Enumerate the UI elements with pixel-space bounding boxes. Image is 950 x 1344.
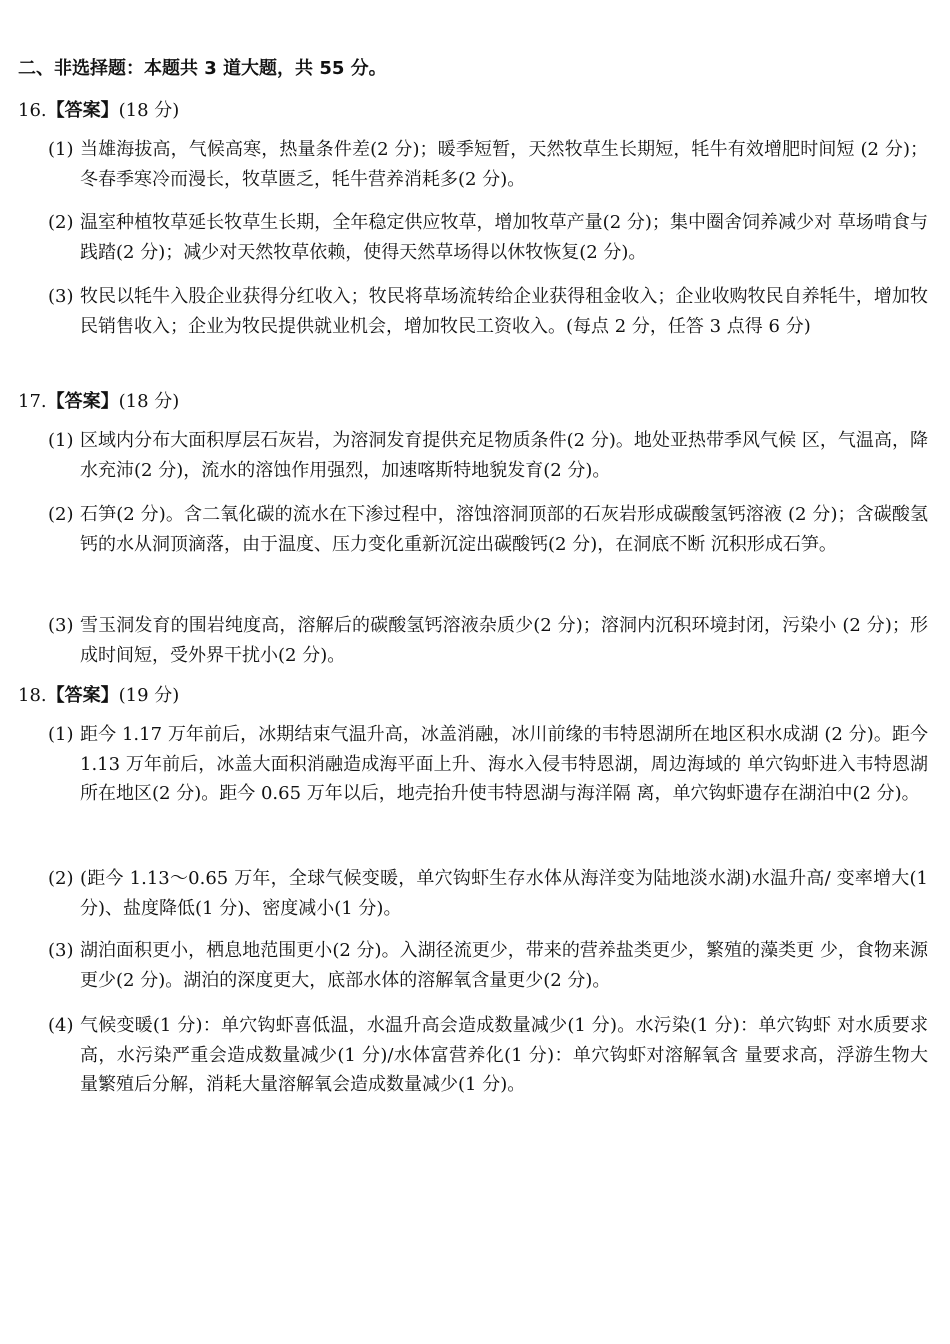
- question-16-header: [18, 99, 179, 123]
- question-score: (18 分): [118, 100, 180, 121]
- question-number: 18.: [18, 685, 47, 706]
- item-number: (2): [48, 868, 74, 889]
- answer-tag: 【答案】: [46, 391, 119, 412]
- item-number: (3): [48, 940, 74, 961]
- answer-item: [48, 864, 928, 923]
- answer-tag: 【答案】: [46, 685, 119, 706]
- item-text: (距今 1.13～0.65 万年，全球气候变暖，单穴钩虾生存水体从海洋变为陆地淡水湖)水温升高/ 变率增大(1 分)、盐度降低(1 分)、密度减小(1 分)。: [80, 868, 928, 919]
- answer-item: [48, 208, 928, 267]
- answer-item: [48, 720, 928, 809]
- item-number: (3): [48, 615, 74, 636]
- question-18-header: [18, 684, 179, 708]
- answer-item: [48, 135, 928, 194]
- item-text: 石笋(2 分)。含二氧化碳的流水在下渗过程中，溶蚀溶洞顶部的石灰岩形成碳酸氢钙溶液 (2 分)；含碳酸氢钙的水从洞顶滴落，由于温度、压力变化重新沉淀出碳酸钙(2 分)，在洞底不断 沉积形成石笋。: [80, 504, 928, 555]
- question-score: (18 分): [118, 391, 180, 412]
- item-text: 气候变暖(1 分)：单穴钩虾喜低温，水温升高会造成数量减少(1 分)。水污染(1 分)：单穴钩虾 对水质要求高，水污染严重会造成数量减少(1 分)/水体富营养化(1 分)：单穴钩虾对溶解氧含 量要求高，浮游生物大量繁殖后分解，消耗大量溶解氧会造成数量减少(1 分)。: [80, 1015, 928, 1095]
- item-text: 距今 1.17 万年前后，冰期结束气温升高，冰盖消融，冰川前缘的韦特恩湖所在地区积水成湖 (2 分)。距今 1.13 万年前后，冰盖大面积消融造成海平面上升、海水入侵韦特恩湖，周边海域的 单穴钩虾进入韦特恩湖所在地区(2 分)。距今 0.65 万年以后，地壳抬升使韦特恩湖与海洋隔 离，单穴钩虾遗存在湖泊中(2 分)。: [80, 724, 928, 804]
- question-number: 17.: [18, 391, 47, 412]
- answer-item: [48, 611, 928, 670]
- item-number: (3): [48, 286, 74, 307]
- item-number: (4): [48, 1015, 74, 1036]
- answer-item: [48, 500, 928, 559]
- answer-item: [48, 936, 928, 995]
- item-number: (1): [48, 430, 74, 451]
- item-text: 温室种植牧草延长牧草生长期，全年稳定供应牧草，增加牧草产量(2 分)；集中圈舍饲养减少对 草场啃食与践踏(2 分)；减少对天然牧草依赖，使得天然草场得以休牧恢复(2 分)。: [80, 212, 928, 263]
- section-heading: 二、非选择题：本题共 3 道大题，共 55 分。: [18, 58, 387, 79]
- question-number: 16.: [18, 100, 47, 121]
- item-text: 雪玉洞发育的围岩纯度高，溶解后的碳酸氢钙溶液杂质少(2 分)；溶洞内沉积环境封闭，污染小 (2 分)；形成时间短，受外界干扰小(2 分)。: [80, 615, 928, 666]
- answer-tag: 【答案】: [46, 100, 119, 121]
- answer-item: [48, 1011, 928, 1100]
- item-text: 湖泊面积更小，栖息地范围更小(2 分)。入湖径流更少，带来的营养盐类更少，繁殖的藻类更 少，食物来源更少(2 分)。湖泊的深度更大，底部水体的溶解氧含量更少(2 分)。: [80, 940, 928, 991]
- item-number: (1): [48, 724, 74, 745]
- item-text: 牧民以牦牛入股企业获得分红收入；牧民将草场流转给企业获得租金收入；企业收购牧民自养牦牛，增加牧民销售收入；企业为牧民提供就业机会，增加牧民工资收入。(每点 2 分，任答 3 点得 6 分): [80, 286, 928, 337]
- question-17-header: [18, 390, 179, 414]
- item-number: (1): [48, 139, 74, 160]
- item-text: 区域内分布大面积厚层石灰岩，为溶洞发育提供充足物质条件(2 分)。地处亚热带季风气候 区，气温高，降水充沛(2 分)，流水的溶蚀作用强烈，加速喀斯特地貌发育(2 分)。: [80, 430, 928, 481]
- answer-item: [48, 282, 928, 341]
- item-number: (2): [48, 212, 74, 233]
- item-text: 当雄海拔高，气候高寒，热量条件差(2 分)；暖季短暂，天然牧草生长期短，牦牛有效增肥时间短 (2 分)；冬春季寒冷而漫长，牧草匮乏，牦牛营养消耗多(2 分)。: [80, 139, 928, 190]
- answer-item: [48, 426, 928, 485]
- question-score: (19 分): [118, 685, 180, 706]
- item-number: (2): [48, 504, 74, 525]
